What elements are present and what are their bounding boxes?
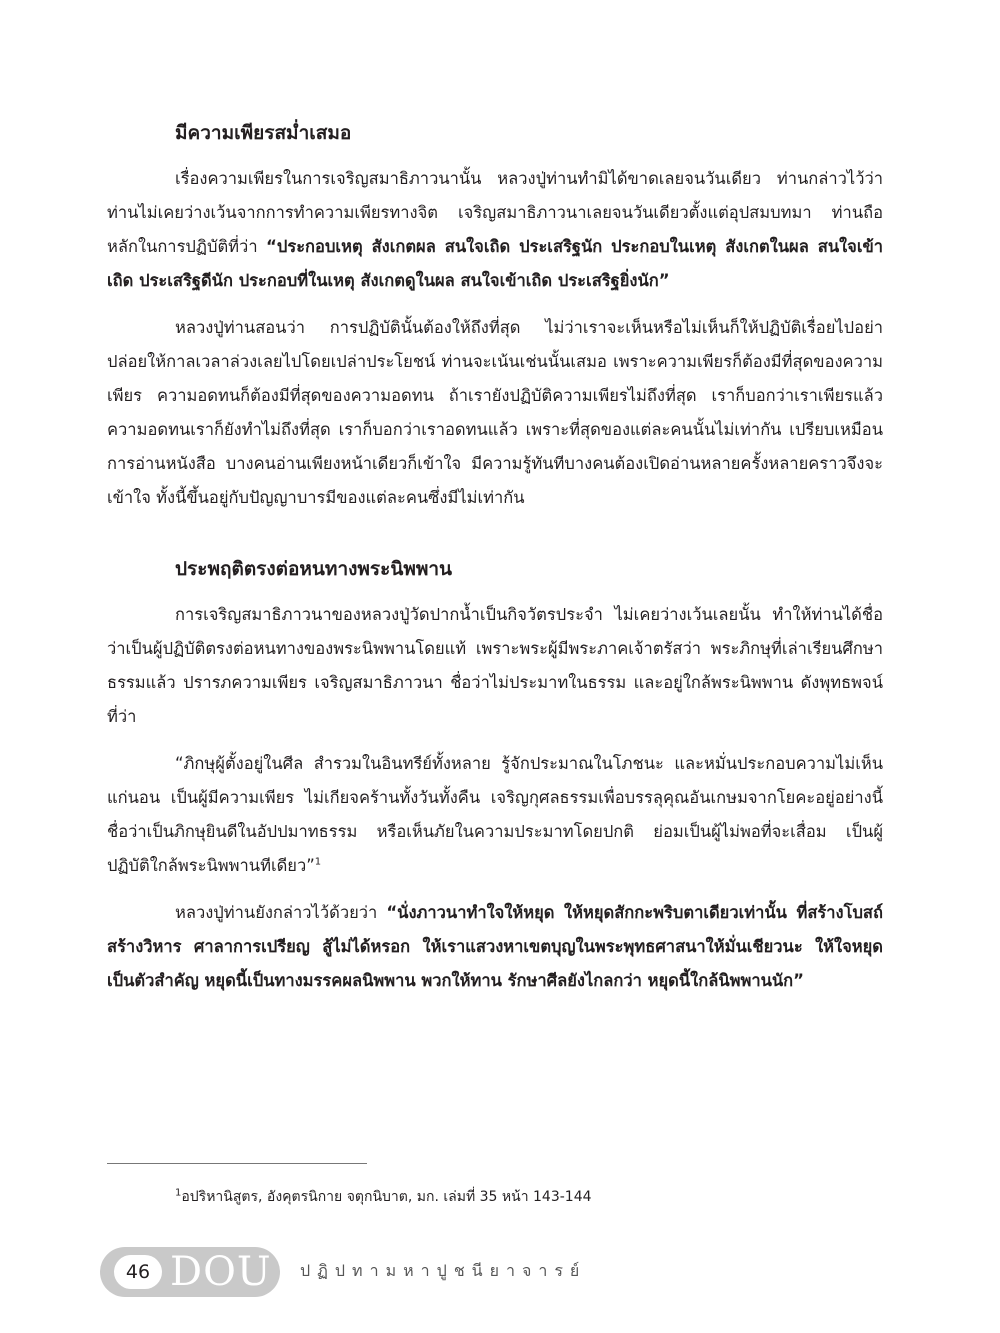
main-content <box>107 118 883 1011</box>
footnote-mark: 1 <box>175 1187 182 1199</box>
paragraph-text: หลวงปู่ท่านยังกล่าวไว้ด้วยว่า <box>175 903 387 922</box>
footnote-reference: 1 <box>314 856 322 868</box>
page-footer <box>100 1247 900 1297</box>
page-number: 46 <box>114 1255 162 1289</box>
bold-quote: “ประกอบเหตุ สังเกตผล สนใจเถิด ประเสริฐนัก ประกอบในเหตุ สังเกตในผล สนใจเข้าเถิด ประเสริฐดีนัก ประกอบที่ในเหตุ สังเกตดูในผล สนใจเข้าเถิด ประเสริฐยิ่งนัก” <box>107 237 884 290</box>
footnote-text: อปริหานิสูตร, อังคุตรนิกาย จตุกนิบาต, มก. เล่มที่ 35 หน้า 143-144 <box>181 1189 592 1205</box>
footnote-divider <box>107 1163 367 1164</box>
dou-logo: DOU <box>170 1249 272 1295</box>
paragraph <box>107 162 883 298</box>
paragraph: หลวงปู่ท่านสอนว่า การปฏิบัตินั้นต้องให้ถึงที่สุด ไม่ว่าเราจะเห็นหรือไม่เห็นก็ให้ปฏิบัติเรื่อยไปอย่าปล่อยให้กาลเวลาล่วงเลยไปโดยเปล่าประโยชน์ ท่านจะเน้นเช่นนั้นเสมอ เพราะความเพียรก็ต้องมีที่สุดของความเพียร ความอดทนก็ต้องมีที่สุดของความอดทน ถ้าเรายังปฏิบัติความเพียรไม่ถึงที่สุด เราก็บอกว่าเราเพียรแล้ว ความอดทนเราก็ยังทำไม่ถึงที่สุด เราก็บอกว่าเราอดทนแล้ว เพราะที่สุดของแต่ละคนนั้นไม่เท่ากัน เปรียบเหมือนการอ่านหนังสือ บางคนอ่านเพียงหน้าเดียวก็เข้าใจ มีความรู้ทันทีบางคนต้องเปิดอ่านหลายครั้งหลายคราวจึงจะเข้าใจ ทั้งนี้ขึ้นอยู่กับปัญญาบารมีของแต่ละคนซึ่งมีไม่เท่ากัน <box>107 318 883 507</box>
paragraph: การเจริญสมาธิภาวนาของหลวงปู่วัดปากน้ำเป็นกิจวัตรประจำ ไม่เคยว่างเว้นเลยนั้น ทำให้ท่านได้ชื่อว่าเป็นผู้ปฏิบัติตรงต่อหนทางของพระนิพพานโดยแท้ เพราะพระผู้มีพระภาคเจ้าตรัสว่า พระภิกษุที่เล่าเรียนศึกษาธรรมแล้ว ปรารภความเพียร เจริญสมาธิภาวนา ชื่อว่าไม่ประมาทในธรรม และอยู่ใกล้พระนิพพาน ดังพุทธพจน์ที่ว่า <box>107 605 883 726</box>
quote-text: “ภิกษุผู้ตั้งอยู่ในศีล สำรวมในอินทรีย์ทั้งหลาย รู้จักประมาณในโภชนะ และหมั่นประกอบความไม่เห็นแก่นอน เป็นผู้มีความเพียร ไม่เกียจคร้านทั้งวันทั้งคืน เจริญกุศลธรรมเพื่อบรรลุคุณอันเกษมจากโยคะอยู่อย่างนี้ ชื่อว่าเป็นภิกษุยินดีในอัปปมาทธรรม หรือเห็นภัยในความประมาทโดยปกติ ย่อมเป็นผู้ไม่พอที่จะเสื่อม เป็นผู้ปฏิบัติใกล้พระนิพพานทีเดียว” <box>107 754 883 875</box>
bold-quote: “นั่งภาวนาทำใจให้หยุด ให้หยุดสักกะพริบตาเดียวเท่านั้น ที่สร้างโบสถ์ สร้างวิหาร ศาลาการเปรียญ สู้ไม่ได้หรอก ให้เราแสวงหาเขตบุญในพระพุทธศาสนาให้มั่นเชียวนะ ให้ใจหยุดเป็นตัวสำคัญ หยุดนี้เป็นทางมรรคผลนิพพาน พวกให้ทาน รักษาศีลยังไกลกว่า หยุดนี้ใกล้นิพพานนัก” <box>107 903 883 990</box>
paragraph <box>107 896 883 998</box>
paragraph-text: เรื่องความเพียรในการเจริญสมาธิภาวนานั้น หลวงปู่ท่านทำมิได้ขาดเลยจนวันเดียว ท่านกล่าวไว้ว่า ท่านไม่เคยว่างเว้นจากการทำความเพียรทางจิต เจริญสมาธิภาวนาเลยจนวันเดียวตั้งแต่อุปสมบทมา ท่านถือหลักในการปฏิบัติที่ว่า <box>107 169 883 256</box>
section-heading-path-to-nibbana: ประพฤติตรงต่อหนทางพระนิพพาน <box>175 558 453 580</box>
section-heading-diligence: มีความเพียรสม่ำเสมอ <box>175 122 352 144</box>
section-gap <box>107 528 883 554</box>
quote-paragraph <box>107 747 883 883</box>
footer-badge <box>100 1247 280 1297</box>
footnote <box>175 1186 875 1208</box>
running-title: ปฏิปทามหาปูชนียาจารย์ <box>300 1261 587 1280</box>
